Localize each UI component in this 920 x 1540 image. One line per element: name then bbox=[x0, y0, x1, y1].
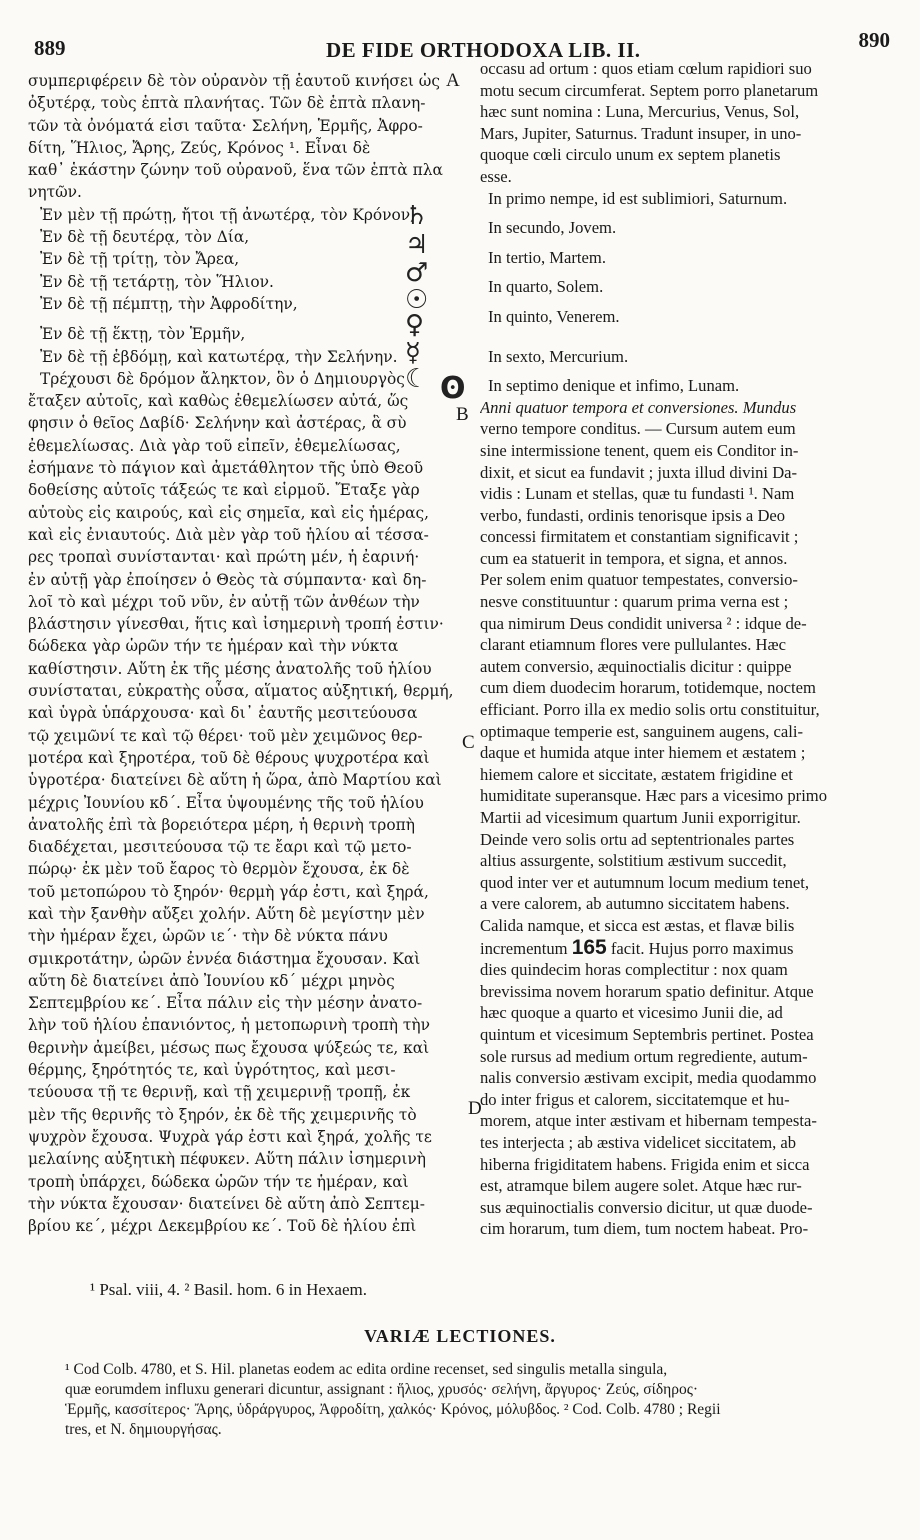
greek-line: καθ᾽ ἑκάστην ζώνην τοῦ οὐρανοῦ, ἕνα τῶν ἑπτὰ πλα bbox=[28, 161, 443, 180]
greek-line: ἀνατολῆς ἐπὶ τὰ βορειότερα μέρη, ἡ θερινὴ τροπὴ bbox=[28, 815, 415, 834]
greek-line: φησιν ὁ θεῖος Δαβίδ· Σελήνην καὶ ἀστέρας, ἃ σὺ bbox=[28, 414, 407, 433]
sun-symbol: ☉ bbox=[405, 285, 429, 315]
latin-line-end: facit. Hujus porro maximus bbox=[610, 938, 794, 958]
greek-line: τροπὴ ὑπάρχει, δώδεκα ὡρῶν τήν τε ἡμέραν, καὶ bbox=[28, 1172, 409, 1191]
saturn-symbol: ♄ bbox=[405, 201, 429, 231]
latin-line: In quinto, Venerem. bbox=[488, 306, 620, 326]
greek-line: Σεπτεμβρίου κε΄. Εἶτα πάλιν εἰς τὴν μέσην ἀνατο- bbox=[28, 994, 423, 1013]
latin-line: qua nimirum Deus condidit universa ² : idque de- bbox=[480, 613, 807, 633]
greek-line: τὴν ἡμέραν ἔχει, ὡρῶν ιε΄· τὴν δὲ νύκτα πάνυ bbox=[28, 927, 388, 946]
greek-column bbox=[28, 70, 453, 1237]
greek-line: καθίστησιν. Αὕτη ἐκ τῆς μέσης ἀνατολῆς τοῦ ἡλίου bbox=[28, 659, 432, 678]
latin-line: brevissima novem horarum spatio definitur. Atque bbox=[480, 981, 814, 1001]
latin-line: Mars, Jupiter, Saturnus. Tradunt insuper, in uno- bbox=[480, 123, 802, 143]
greek-line: πώρῳ· ἐκ μὲν τοῦ ἔαρος τὸ θερμὸν ἔχουσα, ἐκ δὲ bbox=[28, 860, 410, 879]
jupiter-symbol: ♃ bbox=[405, 230, 429, 260]
greek-line: Ἐν δὲ τῇ τρίτῃ, τὸν Ἄρεα, bbox=[40, 250, 240, 269]
latin-line: altius assurgente, solstitium æstivum succedit, bbox=[480, 851, 787, 871]
greek-line: μελαίνης αὐξητικὴ πέφυκεν. Αὕτη πάλιν ἰσημερινὴ bbox=[28, 1150, 426, 1169]
greek-line: Τρέχουσι δὲ δρόμον ἄληκτον, ὃν ὁ Δημιουργὸς bbox=[40, 369, 405, 388]
variae-line: Ἑρμῆς, κασσίτερος· Ἄρης, ὑδράργυρος, Ἀφροδίτη, χαλκός· Κρόνος, μόλυβδος. ² Cod. Colb. 4780 ; Regii bbox=[65, 1401, 721, 1418]
greek-line: ἐσήμανε τὸ πάγιον καὶ ἀμετάθλητον τῆς ὑπὸ Θεοῦ bbox=[28, 459, 424, 478]
column-number: 165 bbox=[571, 936, 607, 959]
latin-line: hiemem calore et siccitate, æstatem frigidine et bbox=[480, 764, 793, 784]
latin-line: occasu ad ortum : quos etiam cœlum rapidiori suo bbox=[480, 59, 812, 78]
latin-line: daque et humida atque inter hiemem et æstatem ; bbox=[480, 743, 806, 763]
greek-line: συνίσταται, εὐκρατὴς οὖσα, αἵματος αὐξητική, θερμή, bbox=[28, 682, 453, 701]
greek-line: συμπεριφέρειν δὲ τὸν οὐρανὸν τῇ ἑαυτοῦ κινήσει ὡς bbox=[28, 72, 440, 90]
greek-line: καὶ τὴν ξανθὴν αὔξει χολήν. Αὕτη δὲ μεγίστην μὲν bbox=[28, 904, 425, 923]
greek-line: αὐτοὺς εἰς καιρούς, καὶ εἰς σημεῖα, καὶ εἰς ἡμέρας, bbox=[28, 503, 430, 522]
latin-line: In tertio, Martem. bbox=[488, 247, 606, 267]
latin-line: dies quindecim horas complectitur : nox quam bbox=[480, 960, 788, 980]
latin-line: concessi firmitatem et constantiam significavit ; bbox=[480, 527, 799, 547]
latin-line: esse. bbox=[480, 166, 512, 186]
latin-line: Per solem enim quatuor tempestates, conversio- bbox=[480, 570, 798, 590]
greek-line: τῶν τὰ ὀνόματά εἰσι ταῦτα· Σελήνη, Ἑρμῆς, Ἀφρο- bbox=[28, 116, 423, 135]
latin-line: optimaque temperie est, sanguinem augens, cali- bbox=[480, 721, 804, 741]
greek-line: Ἐν δὲ τῇ πέμπτῃ, τὴν Ἀφροδίτην, bbox=[40, 294, 298, 313]
latin-line: quoque cœli circulo unum ex septem planetis bbox=[480, 145, 781, 165]
latin-line: In quarto, Solem. bbox=[488, 277, 604, 297]
latin-line: nalis conversio æstivam excipit, media quodammo bbox=[480, 1068, 817, 1088]
greek-line: Ἐν δὲ τῇ δευτέρᾳ, τὸν Δία, bbox=[40, 228, 250, 247]
latin-line: cum ea statuerit in tempora, et signa, et annos. bbox=[480, 548, 788, 568]
variae-lectiones-title: VARIÆ LECTIONES. bbox=[364, 1326, 556, 1346]
greek-line: δοθείσης αὐτοῖς τάξεώς τε καὶ εἱρμοῦ. Ἔταξε γὰρ bbox=[28, 481, 420, 500]
margin-letter-a: A bbox=[446, 70, 460, 91]
page-number-right: 890 bbox=[858, 28, 890, 52]
greek-line: λὴν τοῦ ἡλίου ἐπανιόντος, ἡ μετοπωρινὴ τροπὴ τὴν bbox=[28, 1016, 430, 1035]
greek-line: Ἐν δὲ τῇ ἕκτῃ, τὸν Ἑρμῆν, bbox=[40, 325, 246, 344]
greek-line: ἐν αὐτῇ γὰρ ἐποίησεν ὁ Θεὸς τὰ σύμπαντα· καὶ δη- bbox=[28, 570, 427, 589]
latin-line: cim horarum, tum diem, tum noctem habeat. Pro- bbox=[480, 1219, 809, 1239]
latin-line: cum diem duodecim horarum, totidemque, noctem bbox=[480, 678, 816, 698]
latin-line: autem conversio, æquinoctialis dicitur : quippe bbox=[480, 656, 792, 676]
latin-line: morem, atque inter æstivam et hibernam tempesta- bbox=[480, 1111, 817, 1131]
greek-line: νητῶν. bbox=[28, 183, 82, 202]
latin-line: nesve constituuntur : quarum prima verna est ; bbox=[480, 592, 789, 612]
footnote: ¹ Psal. viii, 4. ² Basil. hom. 6 in Hexaem. bbox=[90, 1280, 367, 1299]
greek-line: αὕτη δὲ διατείνει ἀπὸ Ἰουνίου κδ΄ μέχρι μηνὸς bbox=[28, 971, 395, 990]
greek-line: θέρμης, ξηρότητός τε, καὶ ὑγρότητος, καὶ μεσι- bbox=[28, 1061, 396, 1080]
latin-column bbox=[480, 58, 875, 1240]
greek-line: ἐθεμελίωσας. Διὰ γὰρ τοῦ εἰπεῖν, ἐθεμελίωσας, bbox=[28, 436, 401, 455]
latin-line: hæc sunt nomina : Luna, Mercurius, Venus, Sol, bbox=[480, 102, 800, 122]
greek-line: τῷ χειμῶνί τε καὶ τῷ θέρει· τοῦ μὲν χειμῶνος θερ- bbox=[28, 726, 423, 745]
latin-line: hæc quoque a quarto et vicesimo Junii die, ad bbox=[480, 1003, 783, 1023]
latin-line: motu secum circumferat. Septem porro planetarum bbox=[480, 80, 819, 100]
greek-line: καὶ ὑγρὰ ὑπάρχουσα· καὶ δι᾽ ἑαυτῆς μεσιτεύουσα bbox=[28, 704, 418, 723]
greek-line: μὲν τῆς θερινῆς τὸ ξηρόν, ἐκ δὲ τῆς χειμερινῆς τὸ bbox=[28, 1105, 417, 1124]
greek-line: ὀξυτέρᾳ, τοὺς ἑπτὰ πλανήτας. Τῶν δὲ ἑπτὰ πλανη- bbox=[28, 94, 426, 113]
latin-line: Deinde vero solis ortu ad septentrionales partes bbox=[480, 829, 795, 849]
greek-line: δίτη, Ἥλιος, Ἄρης, Ζεύς, Κρόνος ¹. Εἶναι δὲ bbox=[28, 138, 371, 157]
mars-symbol: ♂ bbox=[405, 258, 429, 288]
latin-line-sidenote: Anni quatuor tempora et conversiones. Mundus bbox=[480, 397, 797, 417]
greek-line: ὑγροτέρα· διατείνει δὲ αὕτη ἡ ὥρα, ἀπὸ Μαρτίου καὶ bbox=[28, 771, 442, 790]
margin-letter-c: C bbox=[462, 732, 475, 753]
latin-line: vidis : Lunam et stellas, quæ tu fundasti ¹. Nam bbox=[480, 484, 795, 504]
latin-line: do inter frigus et calorem, siccitatemque et hu- bbox=[480, 1089, 790, 1109]
margin-letter-b: B bbox=[456, 404, 469, 425]
greek-line: τεύουσα τῇ τε θερινῇ, καὶ τῇ χειμερινῇ τροπῇ, ἐκ bbox=[28, 1083, 411, 1102]
moon-symbol: ☾ bbox=[405, 364, 429, 394]
greek-line: ψυχρὸν ἔχουσα. Ψυχρὰ γάρ ἐστι καὶ ξηρά, χολῆς τε bbox=[28, 1127, 432, 1146]
latin-line: quod inter ver et autumnum locum medium tenet, bbox=[480, 872, 810, 892]
greek-line: τὴν νύκτα ἔχουσαν· διατείνει δὲ αὕτη ἀπὸ Σεπτεμ- bbox=[28, 1194, 425, 1213]
greek-line: τοῦ μετοπώρου τὸ ξηρόν· θερμὴ γάρ ἐστι, καὶ ξηρά, bbox=[28, 882, 429, 901]
latin-line: In primo nempe, id est sublimiori, Saturnum. bbox=[488, 188, 788, 208]
greek-line: σμικροτάτην, ὡρῶν ἐννέα διάστημα ἔχουσαν. Καὶ bbox=[28, 949, 421, 968]
greek-line: μοτέρα καὶ ξηροτέρα, τοῦ δὲ θέρους ψυχροτέρα καὶ bbox=[28, 748, 430, 767]
mercury-symbol: ☿ bbox=[405, 338, 421, 368]
greek-line: βλάστησιν γίνεσθαι, ἥτις καὶ ἰσημερινὴ τροπή ἐστιν· bbox=[28, 615, 444, 634]
variae-lectiones bbox=[65, 1360, 895, 1440]
latin-line: hiberna frigiditatem habens. Frigida enim et sicca bbox=[480, 1154, 810, 1174]
greek-line: ρες τροπαὶ συνίστανται· καὶ πρώτη μέν, ἡ ἐαρινή· bbox=[28, 548, 420, 567]
greek-line: Ἐν δὲ τῇ ἑβδόμῃ, καὶ κατωτέρᾳ, τὴν Σελήνην. bbox=[40, 347, 398, 366]
page-number-left: 889 bbox=[34, 36, 66, 60]
latin-line: est, atramque bilem augere solet. Atque hæc rur- bbox=[480, 1176, 802, 1196]
greek-line: θερινὴν ἀμείβει, μέσως πως ἔχουσα ψύξεώς τε, καὶ bbox=[28, 1038, 430, 1057]
greek-line: λοῖ τὸ καὶ μέχρι τοῦ νῦν, ἐν αὐτῇ τῶν ἀνθέων τὴν bbox=[28, 592, 420, 611]
greek-line: διαδέχεται, μεσιτεύουσα τῷ τε ἔαρι καὶ τῷ μετο- bbox=[28, 838, 412, 857]
greek-line: Ἐν δὲ τῇ τετάρτῃ, τὸν Ἥλιον. bbox=[40, 272, 274, 291]
latin-line: In septimo denique et infimo, Lunam. bbox=[488, 376, 740, 396]
greek-line: καὶ εἰς ἐνιαυτούς. Διὰ μὲν γὰρ τοῦ ἡλίου αἱ τέσσα- bbox=[28, 525, 429, 544]
latin-line: sus æquinoctialis conversio dicitur, ut quæ duode- bbox=[480, 1197, 813, 1217]
greek-line: μέχρις Ἰουνίου κδ΄. Εἶτα ὑψουμένης τῆς τοῦ ἡλίου bbox=[28, 793, 424, 812]
variae-line: tres, et N. δημιουργήσας. bbox=[65, 1421, 222, 1438]
latin-line: a vere calorem, ab autumno siccitatem habens. bbox=[480, 894, 790, 914]
circle-symbol: ʘ bbox=[440, 371, 466, 406]
latin-line: sine intermissione tenent, quem eis Conditor in- bbox=[480, 440, 799, 460]
latin-line bbox=[480, 937, 875, 960]
latin-line: efficiant. Porro illa ex medio solis ortu constituitur, bbox=[480, 700, 820, 720]
running-title: DE FIDE ORTHODOXA LIB. II. bbox=[326, 38, 641, 62]
greek-line: βρίου κε΄, μέχρι Δεκεμβρίου κε΄. Τοῦ δὲ ἡλίου ἐπὶ bbox=[28, 1217, 417, 1236]
latin-line: verno tempore conditus. — Cursum autem eum bbox=[480, 419, 796, 439]
latin-line: quintum et vicesimum Septembris pertinet. Postea bbox=[480, 1024, 814, 1044]
variae-line: ¹ Cod Colb. 4780, et S. Hil. planetas eodem ac edita ordine recenset, sed singulis metalla singula, bbox=[65, 1361, 668, 1378]
greek-line: δώδεκα γὰρ ὡρῶν τήν τε ἡμέραν καὶ τὴν νύκτα bbox=[28, 637, 399, 656]
latin-line: clarant etiamnum flores vere pullulantes. Hæc bbox=[480, 635, 786, 655]
latin-line: tes interjecta ; ab æstiva videlicet siccitatem, ab bbox=[480, 1132, 797, 1152]
latin-line: Calida namque, et sicca est æstas, et flavæ bilis bbox=[480, 915, 795, 935]
greek-line: ἔταξεν αὐτοῖς, καὶ καθὼς ἐθεμελίωσεν αὐτά, ὥς bbox=[28, 392, 409, 411]
latin-line: humiditate superansque. Hæc pars a vicesimo primo bbox=[480, 786, 828, 806]
variae-line: quæ eorumdem influxu generari dicuntur, assignant : ἥλιος, χρυσός· σελήνη, ἄργυρος· Ζεύς, σίδηρος· bbox=[65, 1381, 699, 1398]
latin-line: In sexto, Mercurium. bbox=[488, 346, 629, 366]
latin-line: Martii ad vicesimum quartum Junii exporrigitur. bbox=[480, 808, 801, 827]
latin-line: sole rursus ad medium ortum regrediente, autum- bbox=[480, 1046, 808, 1066]
latin-line-start: incrementum bbox=[480, 938, 568, 958]
venus-symbol: ♀ bbox=[405, 310, 425, 340]
latin-line: In secundo, Jovem. bbox=[488, 218, 617, 238]
latin-line: dixit, et sicut ea fundavit ; juxta illud divini Da- bbox=[480, 462, 798, 482]
latin-line: verbo, fundasti, ordinis tenorisque ipsis a Deo bbox=[480, 505, 786, 525]
greek-line: Ἐν μὲν τῇ πρώτῃ, ἤτοι τῇ ἀνωτέρᾳ, τὸν Κρόνον, bbox=[40, 205, 416, 224]
margin-letter-d: D bbox=[468, 1098, 482, 1119]
